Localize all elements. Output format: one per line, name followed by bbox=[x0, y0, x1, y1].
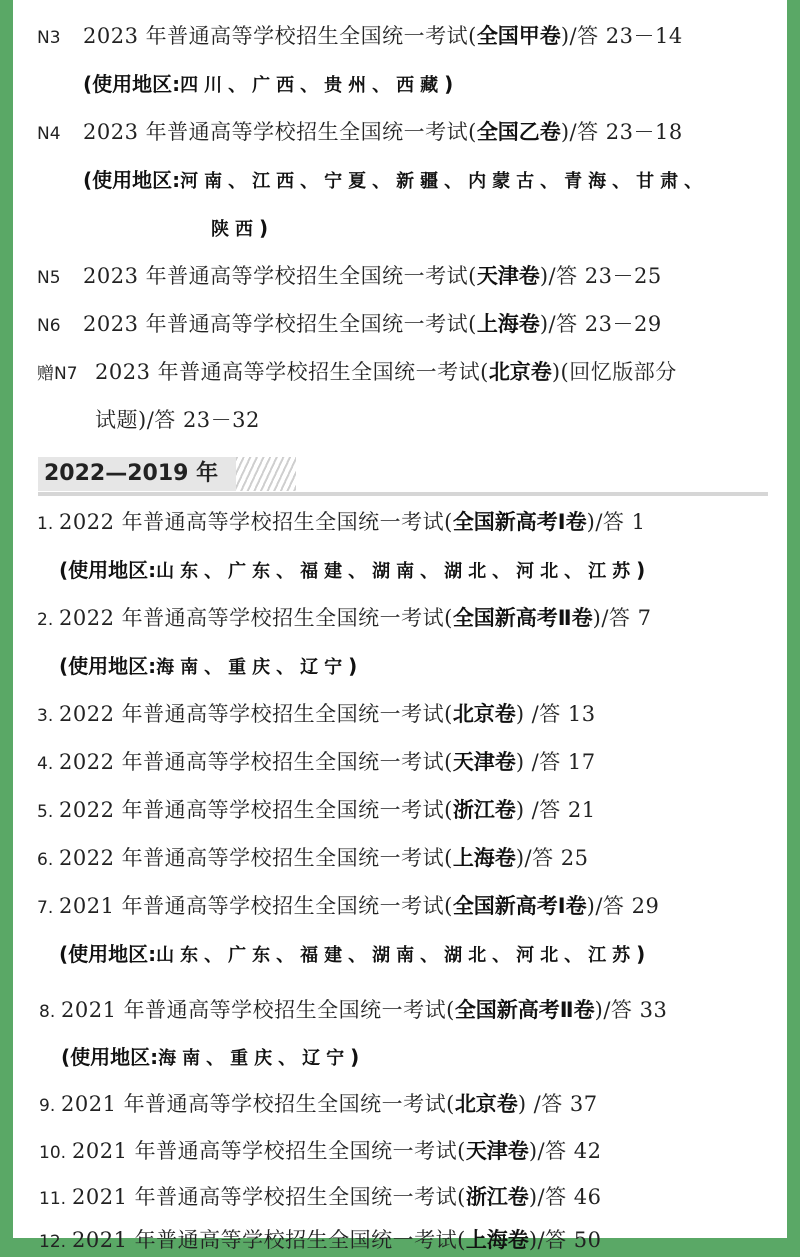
region-note: (使用地区:海南、重庆、辽宁) bbox=[59, 654, 358, 678]
item-number: N5 bbox=[37, 268, 61, 288]
item-suffix: )/答 1 bbox=[586, 510, 646, 534]
paper-name: 全国新高考Ⅰ卷 bbox=[452, 894, 587, 918]
list-item bbox=[37, 357, 677, 387]
section-rule bbox=[38, 492, 768, 496]
paper-name: 浙江卷 bbox=[452, 798, 516, 822]
region-note: (使用地区:山东、广东、福建、湖南、湖北、河北、江苏) bbox=[59, 558, 646, 582]
item-title: 2021 年普通高等学校招生全国统一考试( bbox=[59, 894, 453, 918]
item-number: 12. bbox=[39, 1232, 67, 1252]
list-item bbox=[37, 699, 596, 729]
item-number: 4. bbox=[37, 754, 54, 774]
paper-name: 上海卷 bbox=[476, 312, 540, 336]
item-title: 2022 年普通高等学校招生全国统一考试( bbox=[59, 846, 453, 870]
paper-name: 全国新高考Ⅱ卷 bbox=[452, 606, 593, 630]
list-item-continued: 试题)/答 23－32 bbox=[95, 408, 260, 432]
item-number: N4 bbox=[37, 124, 61, 144]
item-suffix: )/答 23－18 bbox=[560, 120, 683, 144]
region-note: (使用地区:河南、江西、宁夏、新疆、内蒙古、青海、甘肃、 bbox=[83, 168, 709, 192]
section-stripes bbox=[236, 457, 296, 491]
item-number: N3 bbox=[37, 28, 61, 48]
item-suffix: ) /答 37 bbox=[517, 1092, 598, 1116]
item-suffix: ) /答 17 bbox=[515, 750, 596, 774]
list-item bbox=[37, 603, 651, 633]
paper-name: 天津卷 bbox=[465, 1139, 529, 1163]
paper-name: 浙江卷 bbox=[465, 1185, 529, 1209]
item-suffix: ) /答 13 bbox=[515, 702, 596, 726]
item-title: 2021 年普通高等学校招生全国统一考试( bbox=[61, 998, 455, 1022]
item-suffix: )(回忆版部分 bbox=[551, 360, 677, 384]
item-number: 3. bbox=[37, 706, 54, 726]
region-note: (使用地区:四川、广西、贵州、西藏) bbox=[83, 72, 454, 96]
paper-name: 天津卷 bbox=[452, 750, 516, 774]
item-suffix: )/答 46 bbox=[528, 1185, 602, 1209]
item-number: 赠N7 bbox=[37, 364, 78, 384]
section-title: 2022—2019 年 bbox=[44, 461, 219, 486]
region-note: (使用地区:山东、广东、福建、湖南、湖北、河北、江苏) bbox=[59, 942, 646, 966]
list-item bbox=[37, 507, 645, 537]
item-number: 10. bbox=[39, 1143, 67, 1163]
item-title: 2021 年普通高等学校招生全国统一考试( bbox=[72, 1228, 466, 1252]
paper-name: 全国新高考Ⅱ卷 bbox=[454, 998, 595, 1022]
item-title: 2023 年普通高等学校招生全国统一考试( bbox=[83, 264, 477, 288]
paper-name: 北京卷 bbox=[452, 702, 516, 726]
item-title: 2021 年普通高等学校招生全国统一考试( bbox=[72, 1139, 466, 1163]
paper-name: 北京卷 bbox=[488, 360, 552, 384]
list-item bbox=[37, 891, 659, 921]
item-suffix: )/答 23－25 bbox=[539, 264, 662, 288]
list-item bbox=[37, 747, 596, 777]
item-title: 2022 年普通高等学校招生全国统一考试( bbox=[59, 606, 453, 630]
document-page bbox=[13, 0, 787, 1252]
item-suffix: )/答 29 bbox=[586, 894, 660, 918]
item-suffix: )/答 33 bbox=[594, 998, 668, 1022]
item-number: 5. bbox=[37, 802, 54, 822]
item-number: 11. bbox=[39, 1189, 67, 1209]
item-title: 2022 年普通高等学校招生全国统一考试( bbox=[59, 510, 453, 534]
list-item bbox=[39, 1182, 601, 1212]
list-item bbox=[39, 1136, 601, 1166]
item-suffix: )/答 23－14 bbox=[560, 24, 683, 48]
list-item bbox=[37, 21, 683, 51]
item-title: 2021 年普通高等学校招生全国统一考试( bbox=[72, 1185, 466, 1209]
paper-name: 全国新高考Ⅰ卷 bbox=[452, 510, 587, 534]
item-title: 2023 年普通高等学校招生全国统一考试( bbox=[95, 360, 489, 384]
item-suffix: )/答 25 bbox=[515, 846, 589, 870]
item-title: 2022 年普通高等学校招生全国统一考试( bbox=[59, 798, 453, 822]
item-number: 6. bbox=[37, 850, 54, 870]
item-number: 7. bbox=[37, 898, 54, 918]
item-suffix: )/答 50 bbox=[528, 1228, 602, 1252]
section-header bbox=[38, 457, 768, 495]
item-title: 2023 年普通高等学校招生全国统一考试( bbox=[83, 120, 477, 144]
paper-name: 上海卷 bbox=[465, 1228, 529, 1252]
item-suffix: )/答 42 bbox=[528, 1139, 602, 1163]
item-title: 2021 年普通高等学校招生全国统一考试( bbox=[61, 1092, 455, 1116]
item-number: 1. bbox=[37, 514, 54, 534]
item-suffix: )/答 23－29 bbox=[539, 312, 662, 336]
paper-name: 全国甲卷 bbox=[476, 24, 561, 48]
list-item bbox=[37, 309, 662, 339]
paper-name: 上海卷 bbox=[452, 846, 516, 870]
item-number: 2. bbox=[37, 610, 54, 630]
list-item bbox=[37, 261, 662, 291]
list-item bbox=[39, 1225, 601, 1255]
item-number: N6 bbox=[37, 316, 61, 336]
item-title: 2023 年普通高等学校招生全国统一考试( bbox=[83, 24, 477, 48]
item-suffix: )/答 7 bbox=[592, 606, 652, 630]
item-number: 8. bbox=[39, 1002, 56, 1022]
paper-name: 北京卷 bbox=[454, 1092, 518, 1116]
paper-name: 全国乙卷 bbox=[476, 120, 561, 144]
region-note: (使用地区:海南、重庆、辽宁) bbox=[61, 1045, 360, 1069]
list-item bbox=[37, 795, 596, 825]
list-item bbox=[37, 843, 588, 873]
paper-name: 天津卷 bbox=[476, 264, 540, 288]
item-title: 2023 年普通高等学校招生全国统一考试( bbox=[83, 312, 477, 336]
item-title: 2022 年普通高等学校招生全国统一考试( bbox=[59, 702, 453, 726]
list-item bbox=[39, 995, 667, 1025]
region-note-continued: 陕西) bbox=[211, 216, 269, 240]
item-number: 9. bbox=[39, 1096, 56, 1116]
list-item bbox=[39, 1089, 598, 1119]
item-suffix: ) /答 21 bbox=[515, 798, 596, 822]
item-title: 2022 年普通高等学校招生全国统一考试( bbox=[59, 750, 453, 774]
list-item bbox=[37, 117, 683, 147]
